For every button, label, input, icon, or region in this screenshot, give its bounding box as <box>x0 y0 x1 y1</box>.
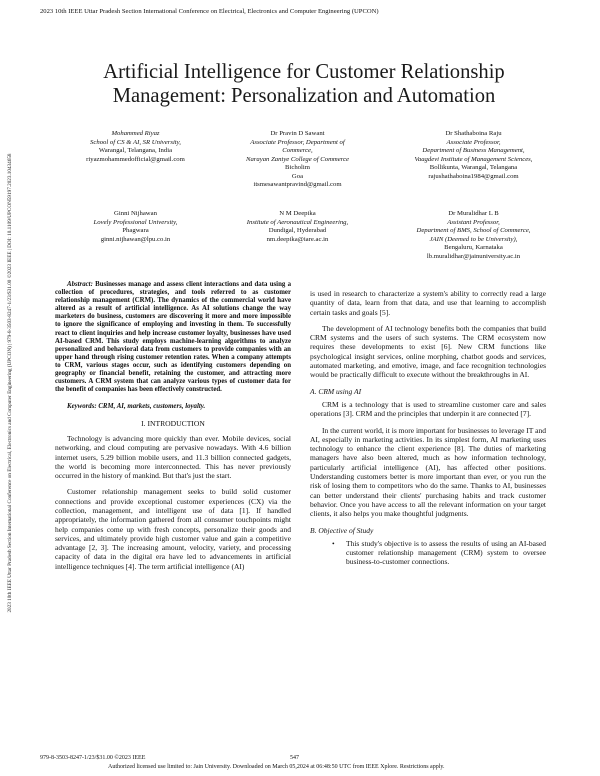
author-name: Mohammed Riyaz <box>111 130 160 137</box>
author-name: Dr Pravin D Sawant <box>270 130 325 137</box>
title-line-1: Artificial Intelligence for Customer Relationship <box>103 61 505 83</box>
author-affiliation: Vaagdevi Institute of Management Sciences, <box>414 155 533 163</box>
list-item <box>310 539 546 567</box>
page-number: 547 <box>290 755 299 761</box>
author-affiliation: School of CS & AI, SR University, <box>90 138 181 146</box>
author-email: riyazmohammedofficial@gmail.com <box>86 155 185 163</box>
author-location: Bollikunta, Warangal, Telangana <box>429 164 518 171</box>
subsection-heading-crm-ai: A. CRM using AI <box>310 386 362 396</box>
right-column <box>310 289 546 567</box>
section-heading-introduction: I. INTRODUCTION <box>141 418 205 428</box>
body-paragraph: CRM is a technology that is used to streamline customer care and sales operations [3]. CRM and the principles that underpin it are connected [7]. <box>310 399 546 419</box>
author-email: lb.muralidhar@jainuniversity.ac.in <box>426 252 521 260</box>
author-affiliation: Associate Professor, <box>446 138 501 146</box>
side-doi-strip: 2023 10th IEEE Uttar Pradesh Section International Conference on Electrical, Electronics and Computer Engineering (UPCON) | 979-8-3503-8247-1/23/$31.00 ©2023 IEEE | DOI: 10.1109/UPCON59197.2023.10434658 <box>7 153 13 613</box>
keywords: Keywords: CRM, AI, markets, customers, loyalty. <box>67 403 206 411</box>
abstract-lead: Abstract: <box>67 281 93 288</box>
author-name: Ginni Nijhawan <box>114 210 157 217</box>
author-location: Warangal, Telangana, India <box>98 147 173 154</box>
author-block <box>386 210 561 261</box>
author-affiliation: Lovely Professional University, <box>93 218 178 226</box>
body-paragraph: is used in research to characterize a system's ability to correctly read a large quantity of data, learn from that data, and use that learning to accomplish certain tasks and goals [5]. <box>310 289 546 317</box>
author-block <box>48 130 223 164</box>
author-block <box>48 210 223 244</box>
author-affiliation: Narayan Zantye College of Commerce <box>245 155 350 163</box>
author-affiliation: Associate Professor, Department of <box>250 138 345 146</box>
body-paragraph: The development of AI technology benefits both the companies that build CRM systems and the users of such systems. The CRM ecosystem now requires these developments to exist [6]. New CRM functions like psychological insight services, online morphing, chatbot goods and services, automated marketing, and emotive, image, and face recognition technologies would be practically difficult to execute without the breakthroughs in AI. <box>310 323 546 380</box>
left-column <box>55 281 291 571</box>
author-name: Dr Shathaboina Raju <box>445 130 502 137</box>
subsection-heading-objective: B. Objective of Study <box>310 525 374 535</box>
author-affiliation: Department of BMS, School of Commerce, <box>416 227 531 234</box>
abstract-text: Businesses manage and assess client interactions and data using a collection of procedures, strategies, and tools referred to as customer relationship management (CRM). The dynamics of the commercial world have altered as a result of artificial intelligence. As AI solutions change the way marketers do business, customers are discovering it more and more impossible to ignore the significance of employing and investing in them. To successfully react to client inquiries and help increase customer loyalty, businesses have used AI-based CRM. This study employs machine-learning algorithms to analyze personalized and behavioral data from customers to provide companies with an upper hand through rising customer retention rates. When a company attempts to CRM, various stages occur, such as identifying customers depending on geography or financial benefit, retaining the customer, and attracting more customers. A CRM system that can analyze various types of customer data for the benefit of companies has been effectively constructed. <box>55 281 292 394</box>
author-affiliation: Assistant Professor, <box>447 218 500 226</box>
author-block <box>210 130 385 190</box>
author-affiliation: JAIN (Deemed to be University), <box>429 235 518 243</box>
author-email: rajushathaboina1984@gmail.com <box>428 172 519 180</box>
body-paragraph: In the current world, it is more important for businesses to leverage IT and AI, especially in marketing activities. In its simplest form, AI marketing uses technology to enhance the client experience [8]. The duties of marketing managers have also been altered, much as how information technology, particularly artificial intelligence (AI), has affected other positions. Understanding customers better is more important than ever, or you run the risk of losing them to competitors who do the same. Thanks to AI, businesses can better understand their clients' purchasing habits and track customer behavior. Once you have access to all the relevant information on your target clients, it also helps you make thoughtful judgments. <box>310 425 546 519</box>
author-location: Bicholim <box>285 164 310 171</box>
author-location: Bengaluru, Karnataka <box>444 244 503 251</box>
author-location: Dundigal, Hyderabad <box>268 227 327 234</box>
author-name: Dr Muralidhar L B <box>448 210 499 217</box>
intro-paragraph: Customer relationship management seeks to build solid customer connections and provide exceptional customer experiences (CX) via the collection, management, and intelligent use of data [1]. If handled appropriately, the information gathered from all consumer touchpoints might help companies come up with fresh concepts, personalize their goods and services, and ultimately provide high customer value and gain a competitive advantage [2, 3]. The increasing amount, velocity, variety, and processing capacity of data in the digital era have led to advancements in artificial intelligence techniques [4]. The term artificial intelligence (AI) <box>55 487 291 571</box>
author-affiliation: Department of Business Management, <box>422 147 525 154</box>
author-affiliation: Institute of Aeronautical Engineering, <box>246 218 349 226</box>
footer-isbn: 979-8-3503-8247-1/23/$31.00 ©2023 IEEE <box>40 755 146 761</box>
license-notice: Authorized licensed use limited to: Jain University. Downloaded on March 05,2024 at 06:48:50 UTC from IEEE Xplore. Restrictions apply. <box>108 764 445 770</box>
author-location: Phagwara <box>122 227 149 234</box>
abstract <box>55 281 291 394</box>
list-item-text: This study's objective is to assess the results of using an AI-based customer relationship management (CRM) system to oversee business-to-customer connections. <box>346 538 546 567</box>
paper-title <box>40 60 568 108</box>
conference-header: 2023 10th IEEE Uttar Pradesh Section International Conference on Electrical, Electronics and Computer Engineering (UPCON) <box>40 8 379 15</box>
author-affiliation: Commerce, <box>282 147 313 154</box>
author-name: N M Deepika <box>279 210 316 217</box>
author-email: ginni.nijhawan@lpu.co.in <box>100 235 171 243</box>
author-block <box>386 130 561 181</box>
author-location: Goa <box>291 172 304 180</box>
author-email: nm.deepika@iare.ac.in <box>266 235 329 243</box>
author-block <box>210 210 385 244</box>
title-line-2: Management: Personalization and Automation <box>112 85 496 107</box>
bullet-glyph: • <box>332 538 335 548</box>
intro-paragraph: Technology is advancing more quickly than ever. Mobile devices, social networking, and cloud computing are pervasive nowadays. With 4.6 billion internet users, 5.29 billion mobile users, and 11.3 billion connected gadgets, the world is becoming more interconnected. This has never previously occurred in the history of mankind. But that's just the start. <box>55 433 291 481</box>
author-email: itsmesawantpravind@gmail.com <box>253 181 342 188</box>
